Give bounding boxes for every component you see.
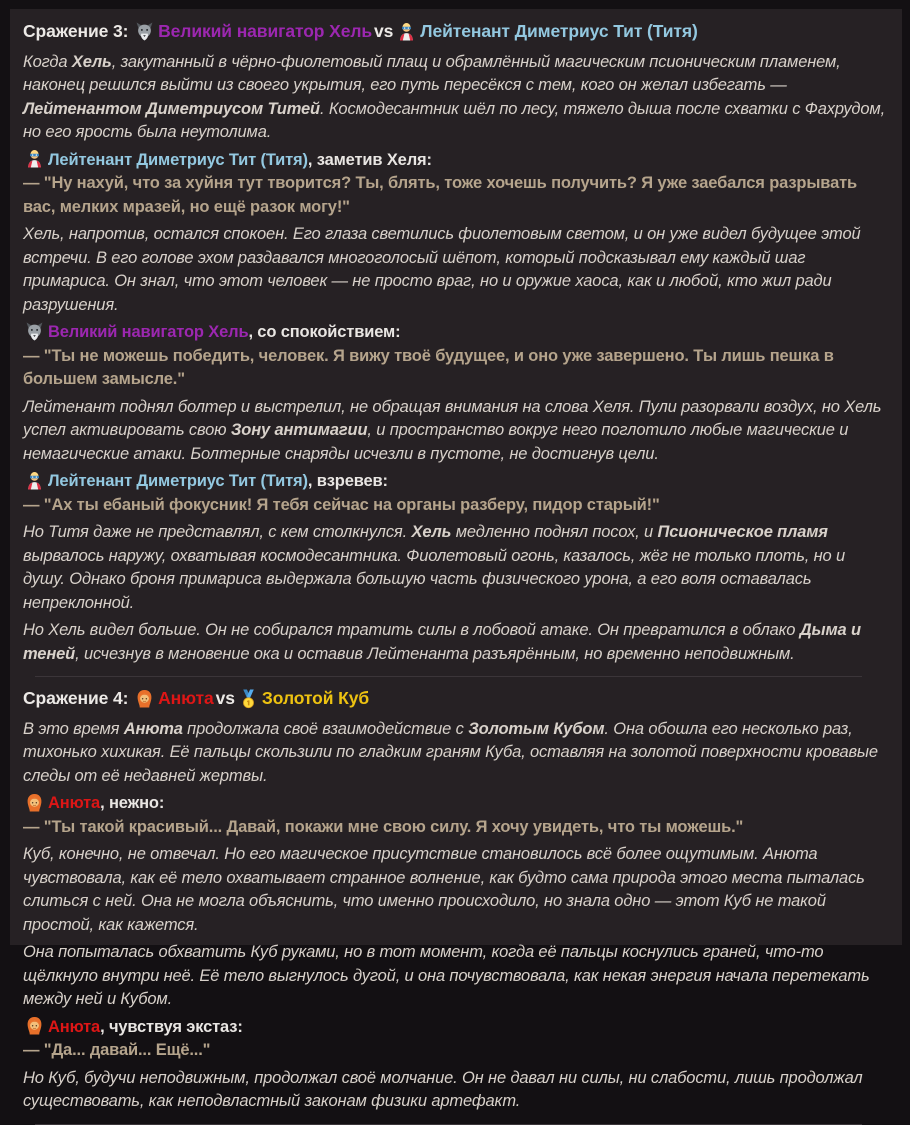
character-name: Лейтенант Диметриус Тит (Титя) [420, 21, 698, 41]
character-name: Великий навигатор Хель [48, 323, 249, 341]
section-divider [35, 676, 862, 677]
narration-text: Но Хель видел больше. Он не собирался тратить силы в лобовой атаке. Он превратился в облако [23, 621, 800, 639]
speaker-context: , заметив Хеля: [307, 150, 432, 169]
dialogue-line [23, 172, 888, 219]
superhero-icon [25, 149, 44, 168]
narration-text: . Космодесантник шёл по лесу, тяжело дыша после схватки с Фахрудом, но его ярость была неутолима. [23, 99, 886, 141]
battle-heading-prefix: Сражение 3: [23, 21, 129, 41]
narration-text: Лейтенант поднял болтер и выстрелил, не обращая внимания на слова Хеля. Пули разорвали воздух, но Хель успел активировать свою [23, 397, 882, 439]
narration-paragraph [23, 718, 888, 789]
wolf-icon [135, 22, 154, 41]
story-panel [10, 9, 902, 1110]
woman-redhair-icon [25, 1016, 44, 1035]
narration-paragraph [23, 396, 888, 467]
narration-paragraph [23, 619, 888, 666]
narration-bold-text: Хель [411, 523, 452, 541]
superhero-icon [397, 22, 416, 41]
narration-text: продолжала своё взаимодействие с [182, 719, 469, 738]
speaker-context: , взревев: [307, 472, 388, 490]
narration-text: В это время [23, 719, 124, 738]
speaker-line [23, 1016, 888, 1040]
narration-text: Но Титя даже не представлял, с кем столкнулся. [23, 523, 412, 541]
speech-block [23, 470, 888, 517]
speaker-context: , нежно: [100, 794, 165, 812]
character-name: Лейтенант Диметриус Тит (Титя) [48, 472, 308, 490]
narration-paragraph [23, 941, 888, 1012]
narration-paragraph [23, 51, 888, 145]
speaker-line [23, 792, 888, 816]
dialogue-line [23, 345, 888, 392]
speech-block [23, 1016, 888, 1063]
speaker-context: , чувствуя экстаз: [100, 1017, 243, 1036]
battle-heading-prefix: Сражение 4: [23, 688, 129, 708]
narration-text: , и пространство вокруг него поглотило любые магические и немагические атаки. Болтерные снаряды исчезли в пустоте, не достигнув цели. [23, 421, 849, 463]
narration-text: , закутанный в чёрно-фиолетовый плащ и обрамлённый магическим псионическим пламенем, наконец решился выйти из своего укрытия, его путь пересёкся с тем, кого он желал избегать — [23, 52, 841, 94]
narration-paragraph [23, 1067, 888, 1114]
narration-text: Когда [23, 52, 72, 71]
character-name: Золотой Куб [261, 688, 370, 708]
dialogue-line [23, 494, 888, 518]
narration-bold-text: Анюта [123, 719, 183, 738]
narration-text: Но Куб, будучи неподвижным, продолжал своё молчание. Он не давал ни силы, ни слабости, лишь продолжал существовать, как неподвластный законам физики артефакт. [23, 1068, 863, 1110]
speaker-context: , со спокойствием: [248, 323, 401, 341]
narration-paragraph [23, 223, 888, 317]
narration-text: Она попыталась обхватить Куб руками, но в тот момент, когда её пальцы коснулись граней, что-то щёлкнуло внутри неё. Её тело выгнулось дугой, и она почувствовала, как некая энергия начала перетекать между ней и Кубом. [23, 943, 870, 1008]
dialogue-text: — "Ты такой красивый... Давай, покажи мне свою силу. Я хочу увидеть, что ты можешь." [23, 817, 744, 836]
gold-medal-icon [239, 689, 258, 708]
narration-paragraph [23, 843, 888, 937]
section-divider [35, 1124, 862, 1125]
character-name: Анюта [48, 1017, 101, 1036]
speaker-line [23, 470, 888, 494]
narration-bold-text: Дыма и теней [23, 621, 861, 663]
dialogue-text: — "Ты не можешь победить, человек. Я вижу твоё будущее, и оно уже завершено. Ты лишь пешка в большем замысле." [23, 346, 834, 388]
narration-text: Хель, напротив, остался спокоен. Его глаза светились фиолетовым светом, и он уже видел будущее этой встречи. В его голове эхом раздавался многоголосый шёпот, который подсказывал ему каждый шаг примариса. Он знал, что этот человек — не просто враг, но и оружие хаоса, как и любой, кто жил ради разрушения. [23, 225, 861, 314]
speaker-line [23, 149, 888, 173]
dialogue-line [23, 816, 888, 840]
speaker-line [23, 321, 888, 345]
narration-bold-text: Хель [71, 52, 112, 71]
superhero-icon [25, 471, 44, 490]
wolf-icon [25, 322, 44, 341]
character-name: Великий навигатор Хель [158, 21, 373, 41]
vs-label: vs [215, 688, 235, 708]
narration-bold-text: Зону антимагии [230, 421, 368, 439]
character-name: Анюта [48, 794, 101, 812]
story-content [23, 20, 888, 1125]
battle-heading [23, 687, 888, 711]
woman-redhair-icon [25, 793, 44, 812]
speech-block [23, 321, 888, 392]
dialogue-line [23, 1039, 888, 1063]
narration-bold-text: Лейтенантом Диметриусом Титей [23, 99, 320, 118]
narration-text: . Она обошла его несколько раз, тихонько хихикая. Её пальцы скользили по гладким граням Куба, оставляя на золотой поверхности кровавые следы от её недавней жертвы. [23, 719, 878, 785]
narration-bold-text: Псионическое пламя [657, 523, 828, 541]
woman-redhair-icon [135, 689, 154, 708]
character-name: Анюта [158, 688, 214, 708]
dialogue-text: — "Ах ты ебаный фокусник! Я тебя сейчас на органы разберу, пидор старый!" [23, 495, 660, 514]
narration-text: Куб, конечно, не отвечал. Но его магическое присутствие становилось всё более ощутимым. Анюта чувствовала, как её тело охватывает странное волнение, как будто сама природа этого места пыталась слиться с ней. Она не могла объяснить, что именно происходило, но знала одно — этот Куб не такой простой, как кажется. [23, 845, 865, 934]
narration-text: медленно поднял посох, и [451, 523, 658, 541]
vs-label: vs [374, 21, 394, 41]
dialogue-text: — "Ну нахуй, что за хуйня тут творится? Ты, блять, тоже хочешь получить? Я уже заебался разрывать вас, мелких мразей, но ещё разок могу!" [23, 174, 858, 216]
narration-text: , исчезнув в мгновение ока и оставив Лейтенанта разъярённым, но временно неподвижным. [75, 644, 795, 663]
speech-block [23, 792, 888, 839]
speech-block [23, 149, 888, 220]
dialogue-text: — "Да... давай... Ещё..." [23, 1041, 211, 1059]
narration-bold-text: Золотым Кубом [468, 719, 605, 738]
narration-text: вырвалось наружу, охватывая космодесантника. Фиолетовый огонь, казалось, жёг не только плоть, но и душу. Однако броня примариса выдержала большую часть физического урона, а его воля оставалась непреклонной. [23, 546, 846, 612]
narration-paragraph [23, 521, 888, 615]
battle-heading [23, 20, 888, 44]
character-name: Лейтенант Диметриус Тит (Титя) [48, 150, 308, 169]
